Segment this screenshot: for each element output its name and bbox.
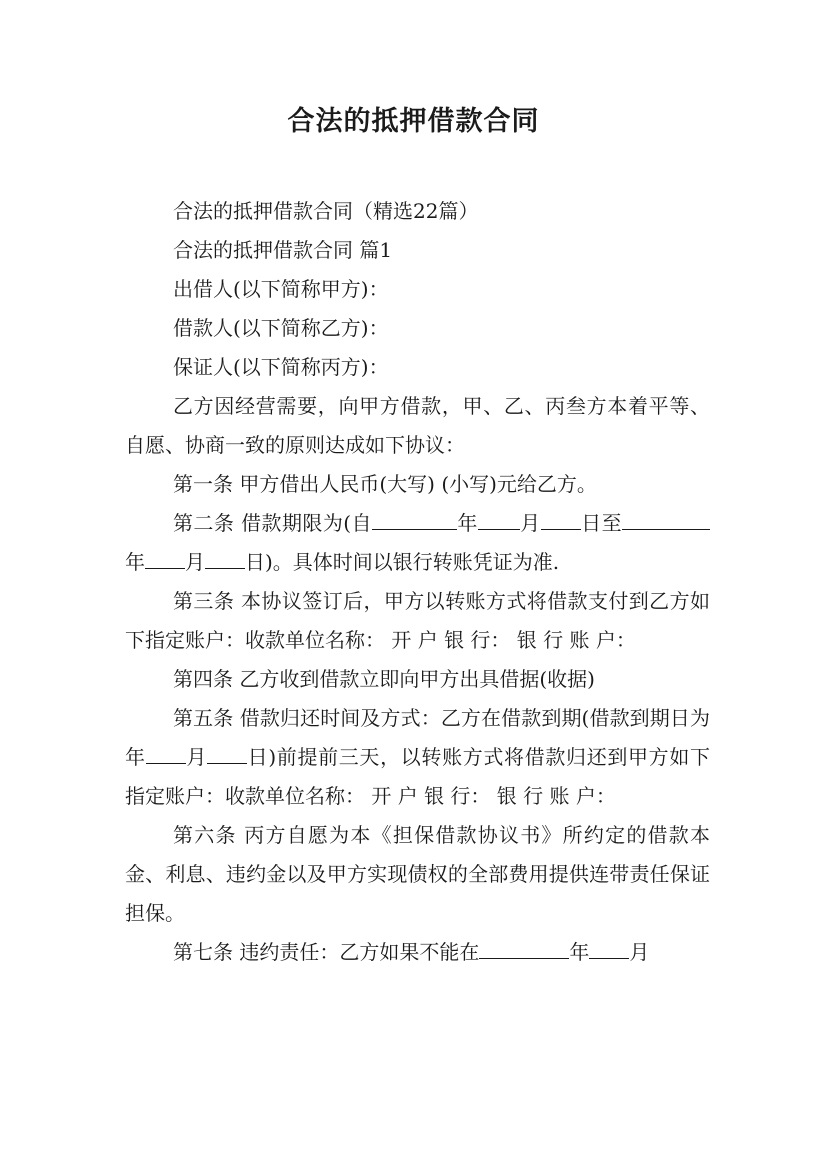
paragraph: 保证人(以下简称丙方)： — [173, 355, 389, 379]
clause-4: 第四条 乙方收到借款立即向甲方出具借据(收据) — [173, 667, 595, 691]
paragraph: 第一条 甲方借出人民币(大写) (小写)元给乙方。 — [173, 472, 597, 496]
paragraph: 合法的抵押借款合同（精选22篇） — [173, 199, 479, 223]
clause-5 — [125, 699, 710, 816]
clause-6: 第六条 丙方自愿为本《担保借款协议书》所约定的借款本金、利息、违约金以及甲方实现债权的全部费用提供连带责任保证担保。 — [125, 823, 710, 925]
clause-7-text: 第七条 违约责任：乙方如果不能在 — [173, 940, 480, 964]
document-body — [125, 192, 710, 972]
clause-2-text: 日至 — [580, 511, 623, 535]
fill-blank — [145, 547, 185, 569]
paragraph: 乙方因经营需要，向甲方借款，甲、乙、丙叁方本着平等、自愿、协商一致的原则达成如下协议： — [125, 394, 710, 457]
fill-blank — [146, 742, 186, 764]
clause-2-text: 月 — [519, 511, 541, 535]
clause-7-text: 年 — [569, 940, 590, 964]
fill-blank — [589, 937, 629, 959]
clause-2-text: 年 — [456, 511, 478, 535]
clause-7-text: 月 — [629, 940, 650, 964]
paragraph: 合法的抵押借款合同 篇1 — [173, 238, 393, 262]
fill-blank — [372, 508, 457, 530]
clause-2-text: 日)。具体时间以银行转账凭证为准. — [245, 550, 560, 574]
clause-2-text: 第二条 借款期限为(自 — [173, 511, 372, 535]
fill-blank — [478, 508, 520, 530]
clause-2 — [125, 504, 710, 582]
paragraph: 借款人(以下简称乙方)： — [173, 316, 389, 340]
clause-5-text: 月 — [185, 745, 207, 769]
paragraph: 出借人(以下简称甲方)： — [173, 277, 389, 301]
fill-blank — [479, 937, 569, 959]
fill-blank — [622, 508, 710, 530]
clause-3: 第三条 本协议签订后，甲方以转账方式将借款支付到乙方如下指定账户：收款单位名称： 开 户 银 行： 银 行 账 户： — [125, 589, 710, 652]
clause-5-text: 日)前提前三天，以转账方式将借款归还到甲方如下指定账户：收款单位名称： 开 户 银 行： 银 行 账 户： — [125, 745, 711, 808]
fill-blank — [207, 742, 247, 764]
document-title: 合法的抵押借款合同 — [287, 106, 540, 137]
clause-2-text: 月 — [185, 550, 205, 574]
clause-7 — [125, 933, 710, 972]
clause-5-text: 第五条 借款归还时间及方式：乙方在借款到期(借款到期日为年 — [125, 706, 710, 769]
fill-blank — [541, 508, 581, 530]
fill-blank — [205, 547, 245, 569]
clause-2-text: 年 — [125, 550, 145, 574]
